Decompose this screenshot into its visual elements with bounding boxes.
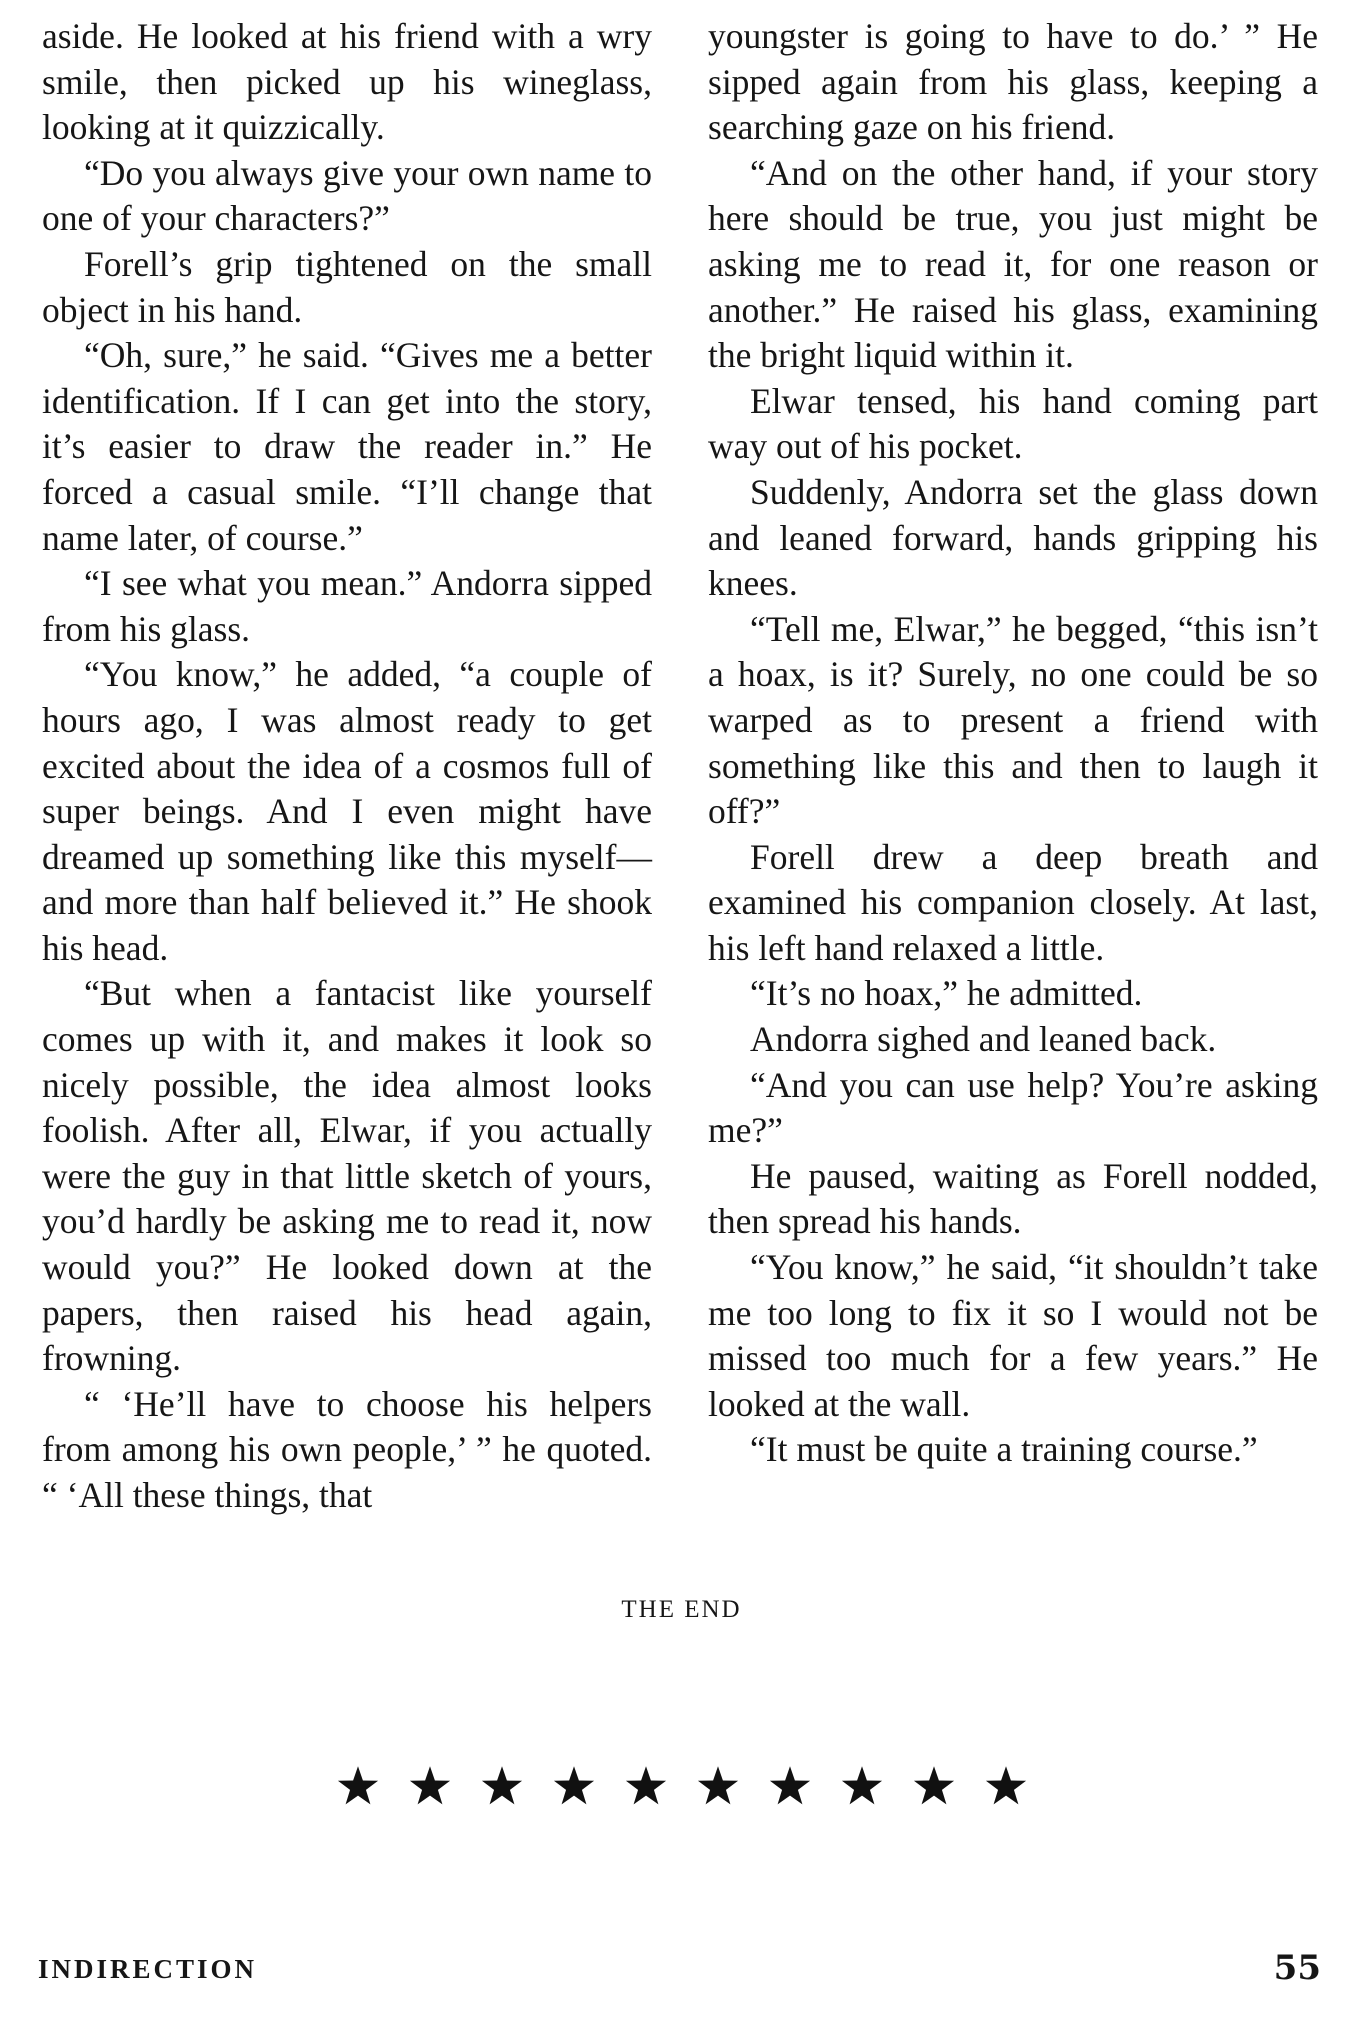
star-icon bbox=[336, 1764, 380, 1808]
running-title: INDIRECTION bbox=[38, 1954, 258, 1984]
star-icon bbox=[984, 1764, 1028, 1808]
paragraph: “But when a fantacist like yourself comes up with it, and makes it look so nicely possible, the idea almost looks foolish. After all, Elwar, if you actually were the guy in that little sketch of yours, you’d hardly be asking me to read it, now would you?” He looked down at the papers, then raised his head again, frowning. bbox=[42, 973, 652, 1379]
star-icon bbox=[840, 1764, 884, 1808]
star-icon bbox=[552, 1764, 596, 1808]
paragraph: Forell drew a deep breath and examined his companion closely. At last, his left hand relaxed a little. bbox=[708, 836, 1318, 968]
paragraph: “And on the other hand, if your story here should be true, you just might be asking me to read it, for one reason or another.” He raised his glass, examining the bright liquid within it. bbox=[708, 152, 1318, 376]
star-icon bbox=[480, 1764, 524, 1808]
star-icon bbox=[696, 1764, 740, 1808]
star-icon bbox=[768, 1764, 812, 1808]
star-icon bbox=[624, 1764, 668, 1808]
paragraph: Andorra sighed and leaned back. bbox=[750, 1019, 1217, 1060]
paragraph: youngster is going to have to do.’ ” He sipped again from his glass, keeping a searching gaze on his friend. bbox=[708, 16, 1318, 148]
the-end-marker: THE END bbox=[621, 1596, 742, 1623]
paragraph: aside. He looked at his friend with a wry smile, then picked up his wineglass, looking at it quizzically. bbox=[42, 16, 652, 148]
paragraph: Elwar tensed, his hand coming part way out of his pocket. bbox=[708, 380, 1318, 467]
page-number: 55 bbox=[1273, 1948, 1321, 1988]
paragraph: “It’s no hoax,” he admitted. bbox=[750, 973, 1143, 1014]
star-divider bbox=[0, 1764, 1363, 1808]
paragraph: “Tell me, Elwar,” he begged, “this isn’t a hoax, is it? Surely, no one could be so warped as to present a friend with something like this and then to laugh it off?” bbox=[708, 608, 1318, 832]
paragraph: “ ‘He’ll have to choose his helpers from among his own people,’ ” he quoted. “ ‘All these things, that bbox=[42, 1383, 652, 1515]
paragraph: Suddenly, Andorra set the glass down and leaned forward, hands gripping his knees. bbox=[708, 471, 1318, 604]
paragraph: “You know,” he added, “a couple of hours ago, I was almost ready to get excited about the idea of a cosmos full of super beings. And I even might have dreamed up something like this myself—and more than half believed it.” He shook his head. bbox=[42, 654, 652, 968]
paragraph: “You know,” he said, “it shouldn’t take me too long to fix it so I would not be missed too much for a few years.” He looked at the wall. bbox=[708, 1247, 1318, 1424]
paragraph: “I see what you mean.” Andorra sipped from his glass. bbox=[42, 563, 652, 649]
paragraph: “Oh, sure,” he said. “Gives me a better identification. If I can get into the story, it’s easier to draw the reader in.” He forced a casual smile. “I’ll change that name later, of course.” bbox=[42, 335, 652, 558]
paragraph: He paused, waiting as Forell nodded, then spread his hands. bbox=[708, 1155, 1318, 1242]
paragraph: “And you can use help? You’re asking me?” bbox=[708, 1064, 1318, 1151]
paragraph: “It must be quite a training course.” bbox=[750, 1429, 1258, 1470]
paragraph: “Do you always give your own name to one of your characters?” bbox=[42, 152, 652, 239]
right-text-column bbox=[708, 14, 1318, 1473]
star-icon bbox=[912, 1764, 956, 1808]
star-icon bbox=[408, 1764, 452, 1808]
paragraph: Forell’s grip tightened on the small object in his hand. bbox=[42, 243, 652, 330]
left-text-column bbox=[42, 14, 652, 1519]
